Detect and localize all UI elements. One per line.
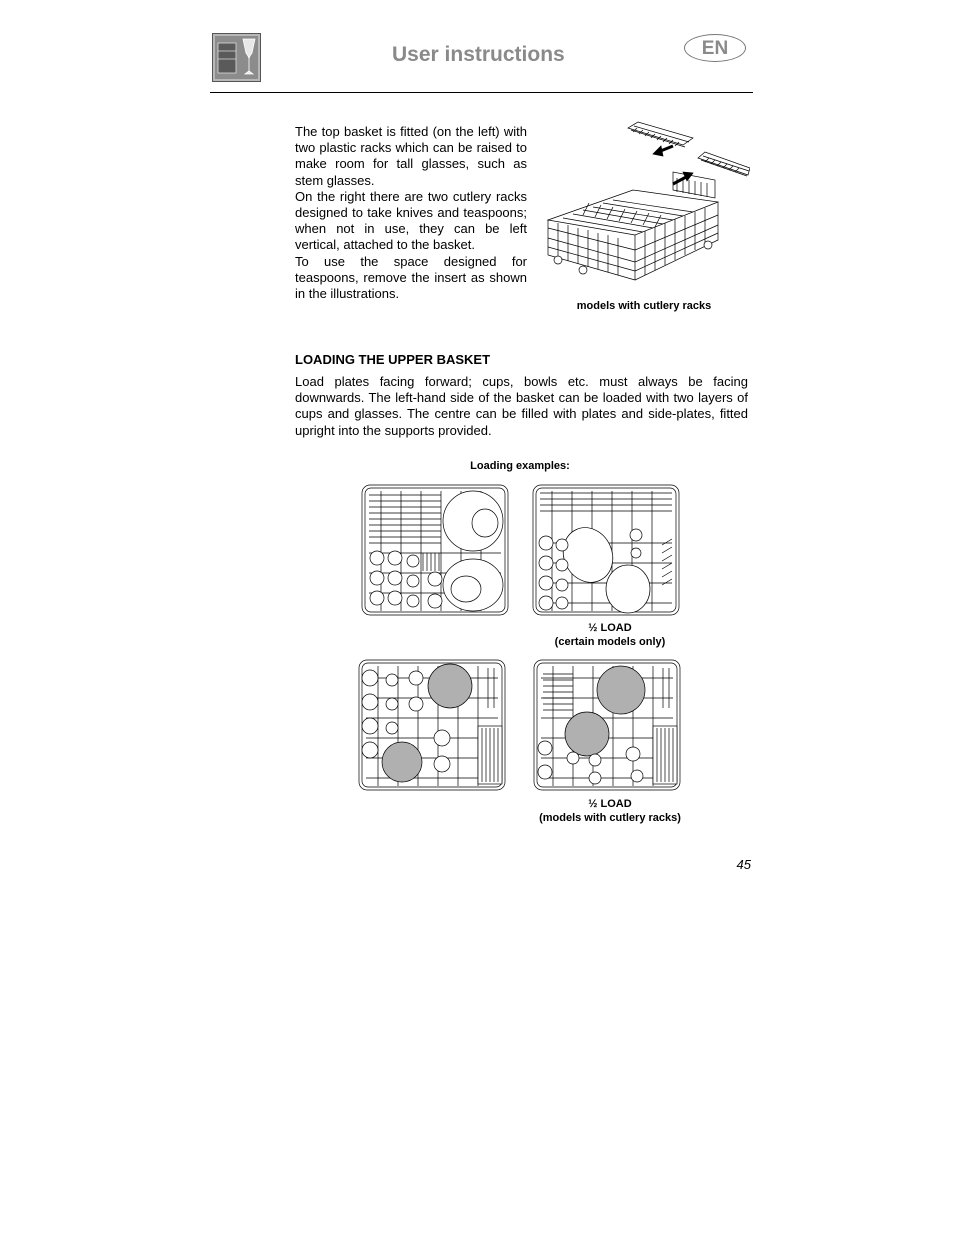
intro-paragraph: To use the space designed for teaspoons, remove the insert as shown in the illustrations. bbox=[295, 253, 527, 302]
figure-caption: models with cutlery racks bbox=[576, 300, 712, 312]
caption-line: ½ LOAD bbox=[588, 798, 632, 810]
loading-example-caption bbox=[520, 797, 700, 825]
header-divider bbox=[210, 92, 753, 93]
rack-loading-example bbox=[533, 658, 681, 792]
cutlery-rack-icon bbox=[628, 122, 750, 176]
basket-icon bbox=[548, 172, 718, 280]
loading-example-caption bbox=[520, 621, 700, 649]
page-number: 45 bbox=[736, 857, 751, 872]
rack-loading-example bbox=[358, 658, 506, 792]
page-title: User instructions bbox=[392, 43, 565, 66]
caption-line: (models with cutlery racks) bbox=[539, 812, 681, 824]
caption-line: ½ LOAD bbox=[588, 622, 632, 634]
loading-instructions: Load plates facing forward; cups, bowls etc. must always be facing downwards. The left-hand side of the basket can be loaded with two layers of cups and glasses. The centre can be filled with plates and side-plates, fitted upright into the supports provided. bbox=[295, 374, 748, 438]
caption-line: (certain models only) bbox=[554, 636, 666, 648]
intro-paragraph: On the right there are two cutlery racks designed to take knives and teaspoons; when not in use, they can be left vertical, attached to the basket. bbox=[295, 188, 527, 253]
upper-basket-illustration bbox=[543, 120, 750, 290]
rack-loading-example bbox=[532, 483, 680, 617]
rack-loading-example bbox=[361, 483, 509, 617]
intro-text bbox=[295, 124, 527, 302]
section-heading: LOADING THE UPPER BASKET bbox=[295, 352, 491, 367]
intro-paragraph: The top basket is fitted (on the left) with two plastic racks which can be raised to make room for tall glasses, such as stem glasses. bbox=[295, 124, 527, 188]
language-badge: EN bbox=[684, 34, 746, 62]
examples-label: Loading examples: bbox=[470, 460, 570, 472]
dishwasher-glass-icon bbox=[212, 33, 261, 82]
